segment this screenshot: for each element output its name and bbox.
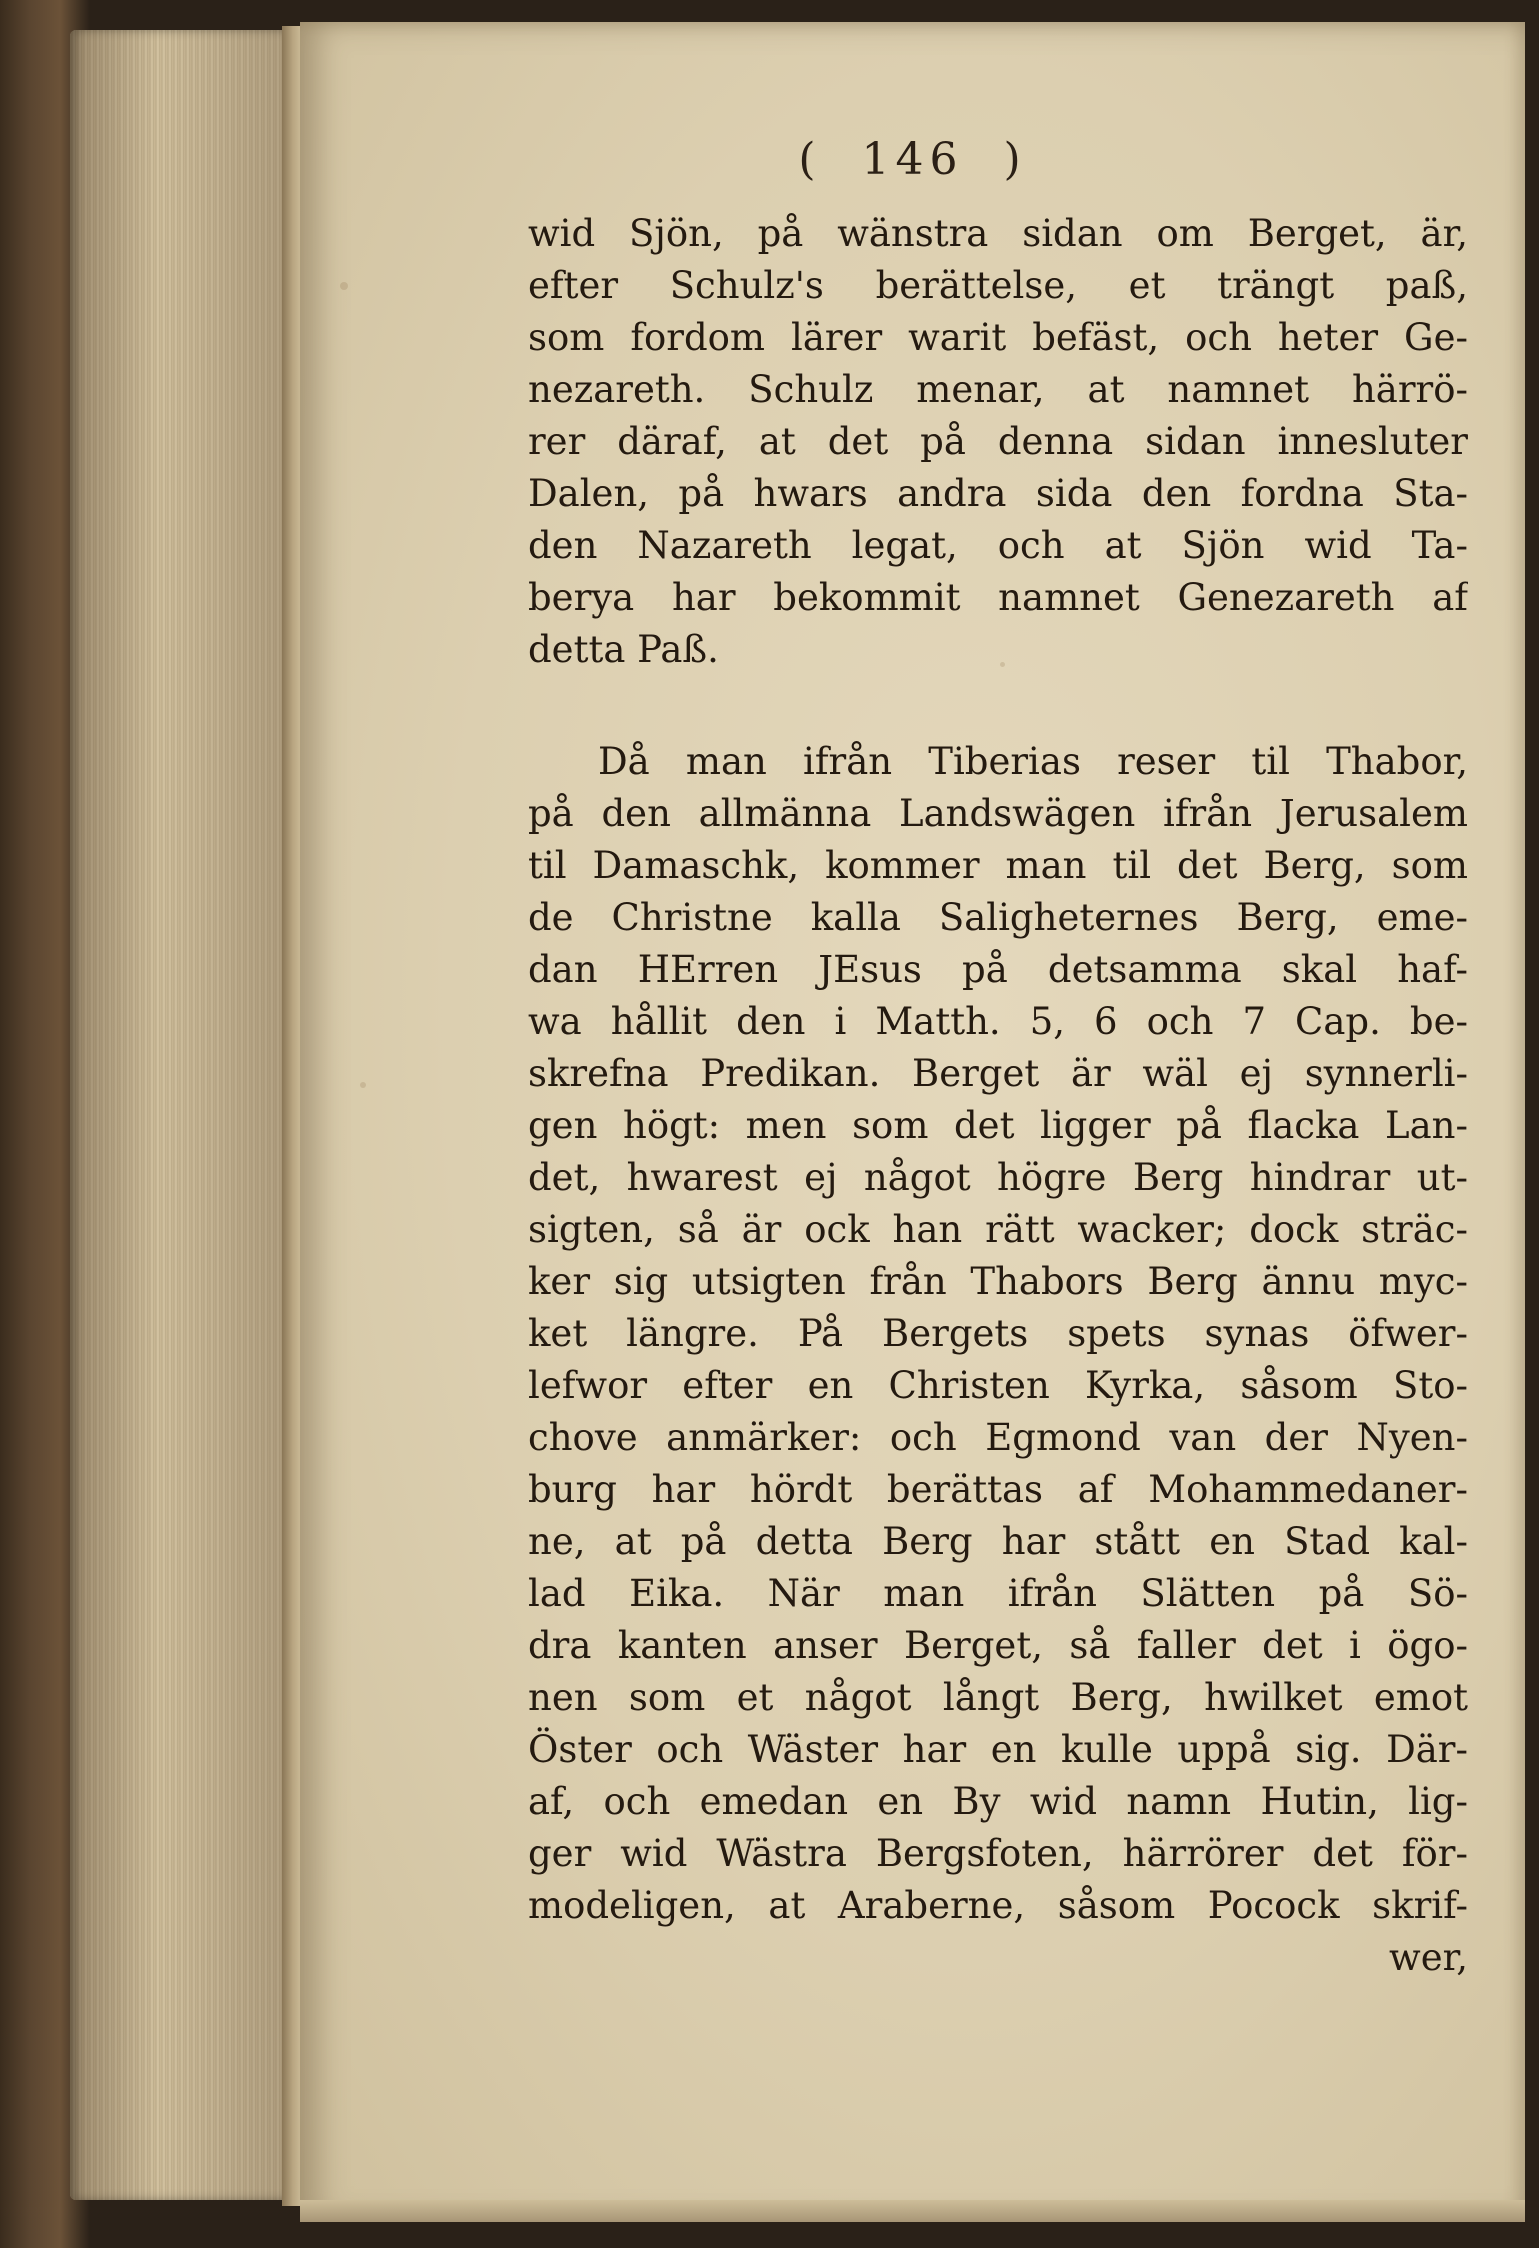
page-number: 146 xyxy=(861,134,964,185)
text-line: gen högt: men som det ligger på flacka Lan- xyxy=(528,1104,1468,1147)
text-line: burg har hördt berättas af Mohammedaner- xyxy=(528,1468,1468,1511)
text-line: dan HErren JEsus på detsamma skal haf- xyxy=(528,948,1468,991)
catchword: wer, xyxy=(1389,1936,1468,1979)
text-line: Då man ifrån Tiberias reser til Thabor, xyxy=(598,740,1468,783)
text-line: af, och emedan en By wid namn Hutin, lig- xyxy=(528,1780,1468,1823)
text-line: det, hwarest ej något högre Berg hindrar ut- xyxy=(528,1156,1468,1199)
text-line: ket längre. På Bergets spets synas öfwer- xyxy=(528,1312,1468,1355)
text-line: ger wid Wästra Bergsfoten, härrörer det för- xyxy=(528,1832,1468,1875)
text-line: Dalen, på hwars andra sida den fordna Sta- xyxy=(528,472,1468,515)
paragraph-1 xyxy=(528,208,1468,676)
text-line: lad Eika. När man ifrån Slätten på Sö- xyxy=(528,1572,1468,1615)
page-bottom-edge xyxy=(300,2200,1525,2222)
text-line: dra kanten anser Berget, så faller det i ögo- xyxy=(528,1624,1468,1667)
body-text xyxy=(528,208,1468,1984)
text-line: de Christne kalla Saligheternes Berg, eme- xyxy=(528,896,1468,939)
paragraph-2 xyxy=(528,736,1468,1984)
text-line: wid Sjön, på wänstra sidan om Berget, är, xyxy=(528,212,1468,255)
text-line: detta Paß. xyxy=(528,628,719,671)
text-line: modeligen, at Araberne, såsom Pocock skrif- xyxy=(528,1884,1468,1927)
text-line: på den allmänna Landswägen ifrån Jerusalem xyxy=(528,792,1468,835)
foxing-spot xyxy=(360,1082,366,1088)
text-line: chove anmärker: och Egmond van der Nyen- xyxy=(528,1416,1468,1459)
text-line: til Damaschk, kommer man til det Berg, som xyxy=(528,844,1468,887)
text-line: lefwor efter en Christen Kyrka, såsom Sto- xyxy=(528,1364,1468,1407)
text-line: ne, at på detta Berg har stått en Stad kal- xyxy=(528,1520,1468,1563)
header-close-paren: ) xyxy=(1003,134,1027,185)
book-page xyxy=(300,22,1525,2222)
foxing-spot xyxy=(340,282,348,290)
text-line: rer däraf, at det på denna sidan innesluter xyxy=(528,420,1468,463)
text-line: nen som et något långt Berg, hwilket emot xyxy=(528,1676,1468,1719)
text-line: Öster och Wäster har en kulle uppå sig. Där- xyxy=(528,1728,1468,1771)
text-line: berya har bekommit namnet Genezareth af xyxy=(528,576,1468,619)
text-line: ker sig utsigten från Thabors Berg ännu myc- xyxy=(528,1260,1468,1303)
header-open-paren: ( xyxy=(798,134,822,185)
text-line: nezareth. Schulz menar, at namnet härrö- xyxy=(528,368,1468,411)
text-line: skrefna Predikan. Berget är wäl ej synnerli- xyxy=(528,1052,1468,1095)
text-line: wa hållit den i Matth. 5, 6 och 7 Cap. be- xyxy=(528,1000,1468,1043)
page-header xyxy=(300,134,1525,185)
text-line: som fordom lärer warit befäst, och heter Ge- xyxy=(528,316,1468,359)
text-line: den Nazareth legat, och at Sjön wid Ta- xyxy=(528,524,1468,567)
text-line: sigten, så är ock han rätt wacker; dock sträc- xyxy=(528,1208,1468,1251)
text-line: efter Schulz's berättelse, et trängt paß, xyxy=(528,264,1468,307)
page-edges-shade xyxy=(70,30,290,2200)
